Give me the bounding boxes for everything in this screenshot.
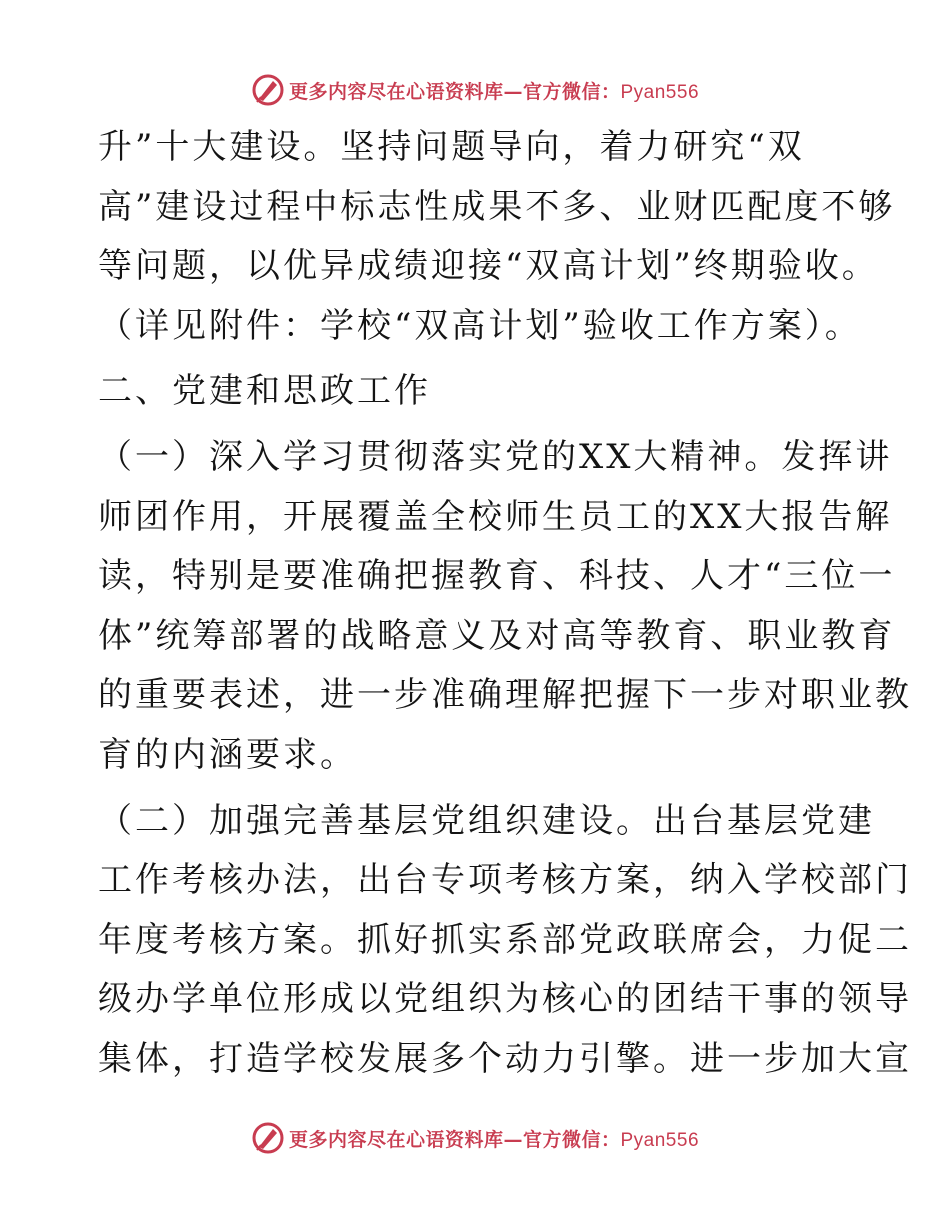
- text-line: （详见附件：学校“双高计划”验收工作方案）。: [98, 305, 862, 346]
- document-body: [98, 118, 912, 1090]
- watermark-text: 更多内容尽在心语资料库—官方微信：Pyan556: [288, 80, 700, 103]
- text-line: 升”十大建设。坚持问题导向，着力研究“双: [98, 127, 805, 167]
- text-line: （二）加强完善基层党组织建设。出台基层党建: [98, 800, 875, 841]
- watermark-text: 更多内容尽在心语资料库—官方微信：Pyan556: [288, 1128, 700, 1151]
- quill-logo-icon: [251, 1121, 285, 1155]
- section-heading: 二、党建和思政工作: [98, 371, 431, 412]
- text-line: 高”建设过程中标志性成果不多、业财匹配度不够: [98, 186, 896, 227]
- text-line: 工作考核办法，出台专项考核方案，纳入学校部门: [98, 860, 912, 901]
- text-line: 读，特别是要准确把握教育、科技、人才“三位一: [98, 556, 896, 597]
- quill-logo-icon: [251, 73, 285, 107]
- text-line: 集体，打造学校发展多个动力引擎。进一步加大宣: [98, 1038, 912, 1079]
- text-line: 级办学单位形成以党组织为核心的团结干事的领导: [98, 979, 912, 1020]
- text-line: 年度考核方案。抓好抓实系部党政联席会，力促二: [98, 919, 912, 960]
- footer-watermark: [0, 1116, 950, 1160]
- text-line: 的重要表述，进一步准确理解把握下一步对职业教: [98, 675, 912, 716]
- text-line: （一）深入学习贯彻落实党的XX大精神。发挥讲: [98, 436, 893, 477]
- header-watermark: [0, 68, 950, 112]
- text-line: 等问题，以优异成绩迎接“双高计划”终期验收。: [98, 246, 879, 287]
- text-line: 体”统筹部署的战略意义及对高等教育、职业教育: [98, 615, 896, 656]
- text-line: 育的内涵要求。: [98, 734, 357, 775]
- text-line: 师团作用，开展覆盖全校师生员工的XX大报告解: [98, 496, 893, 537]
